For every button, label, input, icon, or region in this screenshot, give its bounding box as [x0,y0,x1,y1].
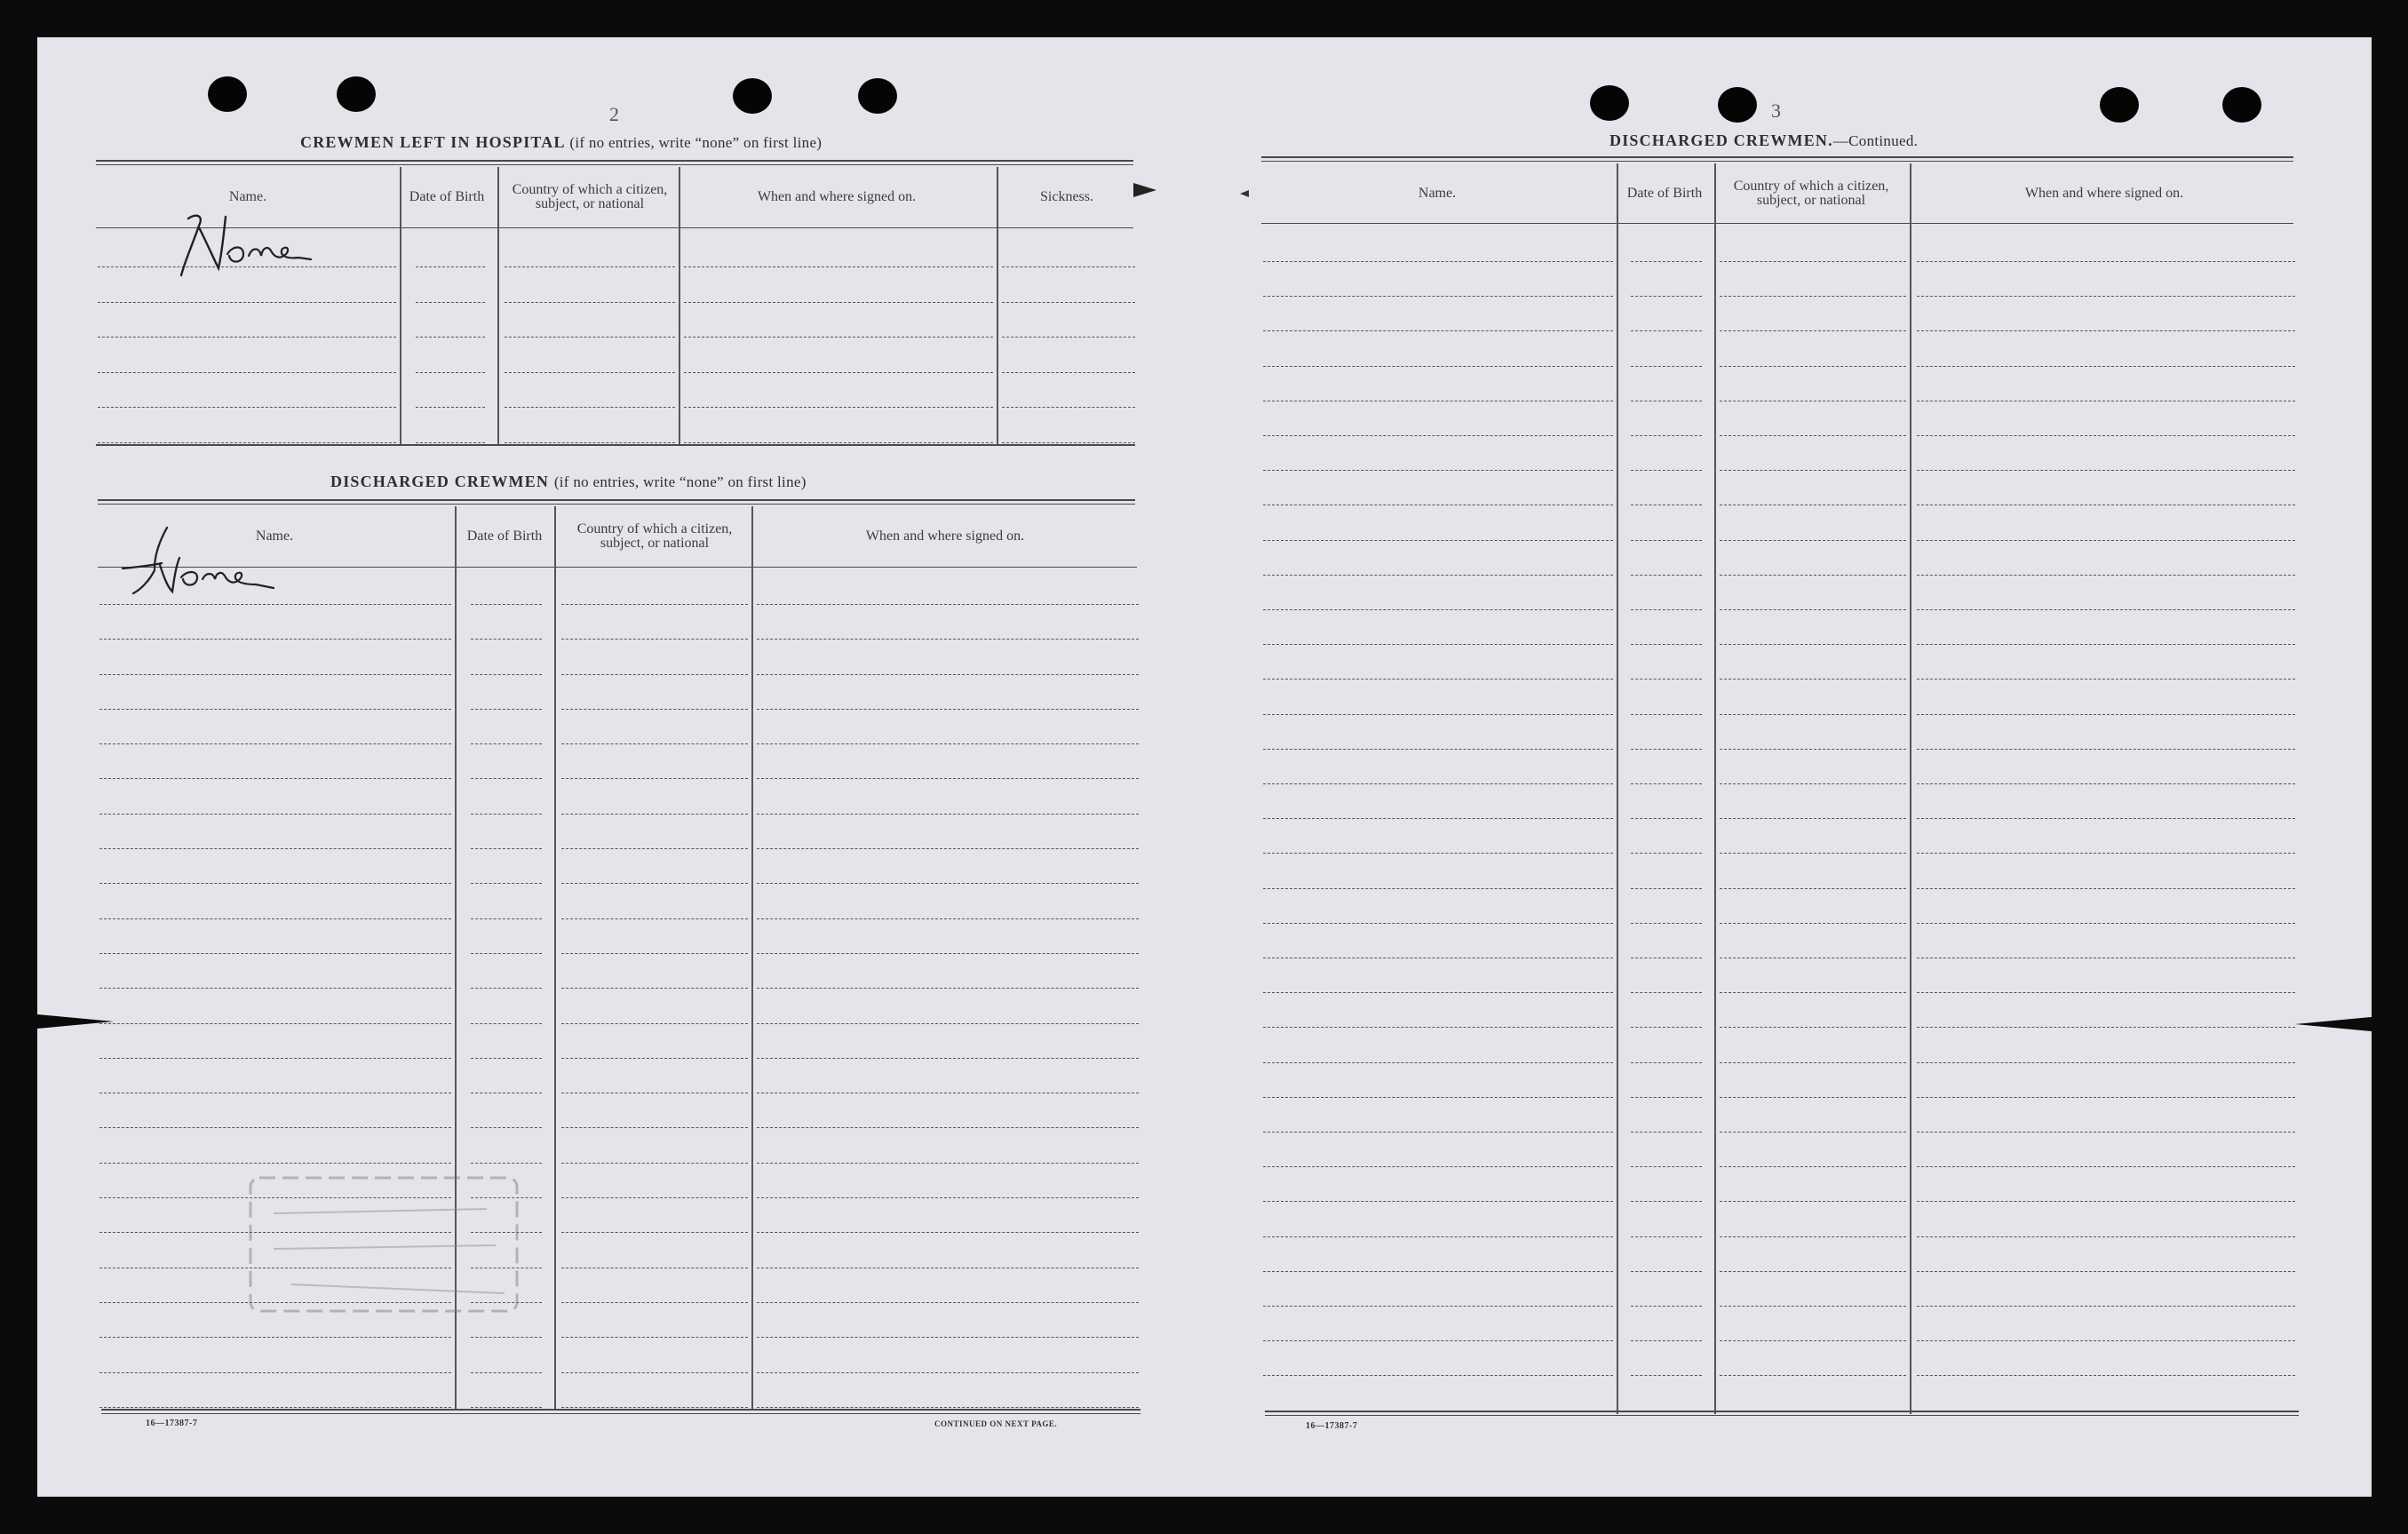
ruling-line [1917,1340,2295,1341]
ruling-line [757,1407,1139,1408]
ruling-line [471,988,542,989]
ruling-line [1263,853,1613,854]
discharged-bottom-rule [101,1409,1140,1411]
ruling-line [98,372,396,373]
ruling-line [99,709,451,710]
ruling-line [1002,442,1135,443]
paper-notch-left [37,1014,114,1029]
ruling-line [1917,1375,2295,1376]
page-marker-arrow [1133,183,1156,197]
ruling-line [1263,818,1613,819]
hospital-col-sickness: Sickness. [1040,189,1093,204]
ruling-line [561,1127,748,1128]
ruling-line [684,337,993,338]
ruling-line [1720,749,1906,750]
ruling-line [1263,1132,1613,1133]
ruling-line [1720,888,1906,889]
ruling-line [1631,923,1702,924]
right-top-rule [1261,156,2293,158]
ruling-line [561,674,748,675]
ruling-line [757,918,1139,919]
ruling-line [98,407,396,408]
page-number-right: 3 [1771,99,1781,122]
ruling-line [471,709,542,710]
ruling-line [1631,540,1702,541]
ruling-line [757,1197,1139,1198]
discharged-divider [751,506,753,1411]
ruling-line [99,1407,451,1408]
right-top-rule-2 [1261,161,2293,162]
ruling-line [1720,575,1906,576]
ruling-line [1917,749,2295,750]
punch-hole [1590,85,1629,121]
ruling-line [1631,575,1702,576]
ruling-line [471,1127,542,1128]
ruling-line [561,883,748,884]
hospital-col-date-of-birth: Date of Birth [409,189,485,204]
ruling-line [1917,888,2295,889]
ruling-line [1917,1201,2295,1202]
ruling-line [1720,1340,1906,1341]
ruling-line [99,639,451,640]
ruling-line [1917,609,2295,610]
ruling-line [1002,407,1135,408]
ruling-line [1631,1027,1702,1028]
ruling-line [1720,261,1906,262]
ruling-line [471,1372,542,1373]
ruling-line [757,883,1139,884]
ruling-line [1263,749,1613,750]
ruling-line [684,372,993,373]
ruling-line [471,743,542,744]
ruling-line [757,639,1139,640]
ruling-line [505,302,675,303]
ruling-line [1263,1201,1613,1202]
ruling-line [1720,609,1906,610]
hospital-divider [679,167,680,444]
ruling-line [1002,372,1135,373]
ruling-line [99,814,451,815]
ruling-line [1720,992,1906,993]
ruling-line [1263,679,1613,680]
ruling-line [99,1058,451,1059]
ruling-line [471,778,542,779]
ruling-line [1720,540,1906,541]
ruling-line [1263,540,1613,541]
ruling-line [1631,1062,1702,1063]
right-col-country: Country of which a citizen, subject, or national [1733,179,1889,208]
ruling-line [684,442,993,443]
ruling-line [1263,1236,1613,1237]
ruling-line [1720,1062,1906,1063]
ruling-line [1263,1340,1613,1341]
ruling-line [1263,888,1613,889]
right-divider [1617,163,1618,1414]
ruling-line [1631,1271,1702,1272]
ruling-line [1631,714,1702,715]
ruling-line [1263,644,1613,645]
ruling-line [757,1232,1139,1233]
punch-hole [337,76,376,112]
ruling-line [1917,1271,2295,1272]
ruling-line [1002,266,1135,267]
ruling-line [1631,470,1702,471]
ruling-line [99,883,451,884]
ruling-line [1631,853,1702,854]
ruling-line [757,814,1139,815]
ruling-line [98,442,396,443]
hospital-instruction: (if no entries, write “none” on first line) [569,134,823,151]
ruling-line [561,1407,748,1408]
ruling-line [416,372,485,373]
ruling-line [1631,435,1702,436]
ruling-line [561,1023,748,1024]
ruling-line [1263,714,1613,715]
ruling-line [1263,296,1613,297]
ruling-line [561,604,748,605]
ruling-line [561,1163,748,1164]
right-divider [1714,163,1716,1414]
ruling-line [1917,330,2295,331]
ruling-line [1631,1306,1702,1307]
ruling-line [1263,609,1613,610]
discharged-col-signed-on: When and where signed on. [865,529,1025,544]
ruling-line [1631,679,1702,680]
ruling-line [1002,302,1135,303]
ruling-line [471,918,542,919]
ruling-line [1720,783,1906,784]
ruling-line [99,743,451,744]
right-col-date-of-birth: Date of Birth [1626,186,1703,201]
ruling-line [561,639,748,640]
hospital-col-signed-on: When and where signed on. [757,189,917,204]
ruling-line [1720,1027,1906,1028]
ruling-line [1720,1166,1906,1167]
ruling-line [471,1023,542,1024]
ruling-line [561,953,748,954]
ruling-line [471,639,542,640]
ruling-line [1720,1271,1906,1272]
ruling-line [757,674,1139,675]
ruling-line [505,442,675,443]
ruling-line [561,1058,748,1059]
ruling-line [1631,296,1702,297]
ruling-line [1631,366,1702,367]
ruling-line [1917,1306,2295,1307]
ruling-line [1631,1132,1702,1133]
ruling-line [1263,261,1613,262]
ruling-line [505,407,675,408]
ruling-line [99,918,451,919]
ruling-line [416,266,485,267]
discharged-bottom-rule-2 [101,1413,1140,1414]
ruling-line [416,337,485,338]
ruling-line [1631,1340,1702,1341]
ruling-line [416,442,485,443]
discharged-col-country: Country of which a citizen, subject, or national [576,521,733,551]
ruling-line [1917,1166,2295,1167]
ruling-line [471,604,542,605]
punch-hole [208,76,247,112]
right-title-suffix: —Continued. [1832,132,1919,149]
ruling-line [757,709,1139,710]
ruling-line [98,337,396,338]
ruling-line [1263,923,1613,924]
ruling-line [1720,470,1906,471]
punch-hole [858,78,897,114]
ruling-line [561,743,748,744]
ruling-line [1917,714,2295,715]
paper-notch-right [2295,1017,2372,1031]
ruling-line [1720,296,1906,297]
ruling-line [561,814,748,815]
right-bottom-rule-2 [1265,1415,2299,1416]
ruling-line [99,953,451,954]
punch-hole [733,78,772,114]
ruling-line [1263,783,1613,784]
ruling-line [1917,366,2295,367]
ruling-line [684,266,993,267]
ruling-line [1631,783,1702,784]
discharged-top-rule-2 [98,504,1135,505]
ruling-line [1631,1201,1702,1202]
ruling-line [471,883,542,884]
page-number-left: 2 [609,103,619,125]
right-section-title [1609,131,1918,150]
ruling-line [1720,1201,1906,1202]
ruling-line [99,674,451,675]
hospital-col-name: Name. [228,189,267,204]
ruling-line [561,1302,748,1303]
ruling-line [1631,644,1702,645]
ruling-line [757,1163,1139,1164]
ruling-line [757,1372,1139,1373]
ruling-line [757,953,1139,954]
ruling-line [1720,435,1906,436]
ruling-line [757,1023,1139,1024]
continued-note: CONTINUED ON NEXT PAGE. [934,1419,1058,1428]
punch-hole [2222,87,2261,123]
ruling-line [471,674,542,675]
hospital-divider [400,167,401,444]
right-col-signed-on: When and where signed on. [2024,186,2184,201]
ruling-line [471,848,542,849]
ruling-line [1917,992,2295,993]
ruling-line [757,778,1139,779]
ruling-line [1631,1097,1702,1098]
ruling-line [1917,1097,2295,1098]
ruling-line [99,988,451,989]
ruling-line [561,848,748,849]
ruling-line [1720,1306,1906,1307]
form-number-left: 16—17387-7 [146,1419,198,1428]
hospital-divider [497,167,499,444]
ruling-line [1917,540,2295,541]
ruling-line [1631,1166,1702,1167]
ruling-line [1720,1375,1906,1376]
hospital-title-text: CREWMEN LEFT IN HOSPITAL [300,133,565,151]
ruling-line [561,988,748,989]
ruling-line [99,1372,451,1373]
ruling-line [1720,330,1906,331]
ruling-line [1720,714,1906,715]
ruling-line [1263,1062,1613,1063]
ruling-line [1631,609,1702,610]
ruling-line [416,302,485,303]
ruling-line [757,604,1139,605]
hospital-bottom-rule [96,444,1135,446]
ruling-line [471,1058,542,1059]
ruling-line [561,1372,748,1373]
ruling-line [1263,1271,1613,1272]
discharged-instruction: (if no entries, write “none” on first line) [553,473,807,490]
hospital-section-title [300,133,822,152]
ruling-line [505,266,675,267]
discharged-divider [554,506,556,1411]
ruling-line [1002,337,1135,338]
ruling-line [757,1302,1139,1303]
ruling-line [1917,435,2295,436]
ruling-line [1917,1062,2295,1063]
ruling-line [99,1127,451,1128]
ruling-line [757,743,1139,744]
ruling-line [757,988,1139,989]
ruling-line [1263,1027,1613,1028]
hospital-col-country: Country of which a citizen, subject, or national [512,182,668,211]
discharged-title-text: DISCHARGED CREWMEN [330,473,550,490]
ruling-line [471,814,542,815]
ruling-line [1720,644,1906,645]
page-marker-tick [1240,190,1249,197]
ruling-line [1631,1375,1702,1376]
ruling-line [561,778,748,779]
ruling-line [1631,1236,1702,1237]
ruling-line [684,302,993,303]
ruling-line [99,1023,451,1024]
ruling-line [1720,1236,1906,1237]
ruling-line [561,918,748,919]
ruling-line [561,1197,748,1198]
ruling-line [1917,575,2295,576]
ruling-line [99,848,451,849]
ruling-line [1631,818,1702,819]
ruling-line [1263,435,1613,436]
ruling-line [757,1337,1139,1338]
hospital-top-rule [96,160,1133,162]
ruling-line [684,407,993,408]
ruling-line [1263,1375,1613,1376]
discharged-top-rule [98,499,1135,501]
ruling-line [471,1407,542,1408]
punch-hole [1718,87,1757,123]
ruling-line [505,337,675,338]
ruling-line [1917,1236,2295,1237]
ruling-line [1631,992,1702,993]
ruling-line [561,1232,748,1233]
ruling-line [505,372,675,373]
discharged-section-title [330,473,807,491]
ruling-line [1917,818,2295,819]
ruling-line [1263,366,1613,367]
faded-stamp-mark [238,1160,540,1347]
ruling-line [1263,575,1613,576]
ruling-line [1263,992,1613,993]
ruling-line [1917,1027,2295,1028]
hospital-divider [997,167,998,444]
ruling-line [1263,1097,1613,1098]
ruling-line [1720,923,1906,924]
ruling-line [1720,818,1906,819]
ruling-line [1917,853,2295,854]
handwritten-none-hospital [169,206,346,286]
ruling-line [1917,783,2295,784]
ruling-line [757,1127,1139,1128]
ruling-line [1263,1166,1613,1167]
right-title-text: DISCHARGED CREWMEN. [1609,131,1833,149]
ruling-line [1720,1132,1906,1133]
hospital-top-rule-2 [96,164,1133,165]
ruling-line [99,778,451,779]
ruling-line [1263,1306,1613,1307]
form-number-right: 16—17387-7 [1306,1421,1358,1431]
ruling-line [1720,853,1906,854]
ruling-line [1917,296,2295,297]
ruling-line [1720,679,1906,680]
ruling-line [1917,261,2295,262]
ruling-line [1720,366,1906,367]
ruling-line [1720,1097,1906,1098]
discharged-col-date-of-birth: Date of Birth [466,529,543,544]
ruling-line [1263,330,1613,331]
ruling-line [1631,749,1702,750]
ruling-line [471,953,542,954]
ruling-line [561,709,748,710]
discharged-col-name: Name. [255,529,294,544]
punch-hole [2100,87,2139,123]
ruling-line [1631,330,1702,331]
handwritten-none-discharged [105,522,300,611]
ruling-line [1917,923,2295,924]
ruling-line [757,1058,1139,1059]
ruling-line [416,407,485,408]
ruling-line [1263,470,1613,471]
ruling-line [1917,679,2295,680]
ruling-line [561,1337,748,1338]
right-bottom-rule [1265,1411,2299,1412]
right-divider [1910,163,1911,1414]
ruling-line [1917,1132,2295,1133]
ruling-line [1631,261,1702,262]
ruling-line [1917,470,2295,471]
right-col-name: Name. [1418,186,1457,201]
ruling-line [757,848,1139,849]
ruling-line [1917,644,2295,645]
right-header-rule [1261,223,2293,224]
ruling-line [98,302,396,303]
ruling-line [1631,888,1702,889]
